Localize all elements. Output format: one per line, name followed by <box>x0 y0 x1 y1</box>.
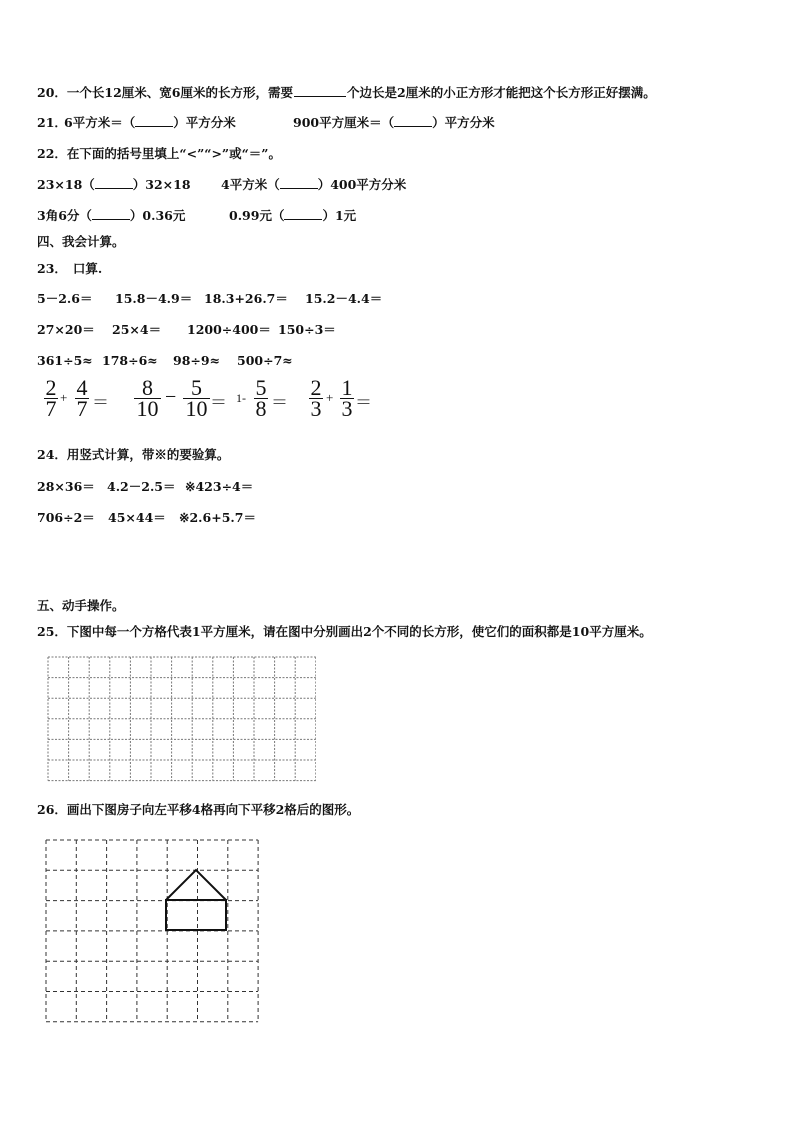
denominator: 7 <box>45 396 57 421</box>
calc-item: ※423÷4＝ <box>185 479 254 494</box>
answer-blank[interactable] <box>135 115 173 127</box>
grid-figure-26[interactable] <box>44 838 262 1024</box>
equals-sign: ＝ <box>271 393 288 412</box>
question-number: 23． <box>37 261 67 276</box>
question-22-row-2 <box>37 208 737 226</box>
calc-item: 15.8－4.9＝ <box>115 291 193 306</box>
calc-item: ※2.6+5.7＝ <box>179 510 256 525</box>
calc-item: 18.3+26.7＝ <box>204 291 288 306</box>
calc-item: 15.2－4.4＝ <box>305 291 383 306</box>
equals-sign: ＝ <box>210 393 227 412</box>
calc-item: 150÷3＝ <box>278 322 336 337</box>
question-22 <box>37 146 281 162</box>
equals-sign: ＝ <box>92 393 109 412</box>
question-text: ）平方分米 <box>432 115 495 130</box>
answer-blank[interactable] <box>294 84 346 97</box>
answer-blank[interactable] <box>394 115 432 127</box>
question-text: 一个长12厘米、宽6厘米的长方形，需要 <box>66 85 293 100</box>
calc-item: 706÷2＝ <box>37 510 95 525</box>
compare-expr: ）0.36元 <box>129 208 186 223</box>
question-text: 6平方米＝（ <box>64 115 136 130</box>
question-number: 25． <box>37 624 67 639</box>
question-text: 画出下图房子向左平移4格再向下平移2格后的图形。 <box>66 802 360 817</box>
fraction <box>134 375 161 422</box>
oral-calc-row-3 <box>37 353 737 371</box>
denominator: 3 <box>310 396 322 421</box>
section-heading-4: 四、我会计算。 <box>37 234 125 249</box>
denominator: 8 <box>255 396 267 421</box>
calc-item: 45×44＝ <box>108 510 166 525</box>
compare-expr: ）400平方分米 <box>317 177 407 192</box>
equals-sign: ＝ <box>355 393 372 412</box>
calc-item: 4.2－2.5＝ <box>107 479 176 494</box>
answer-blank[interactable] <box>284 208 322 220</box>
denominator: 3 <box>341 396 353 421</box>
question-text: 900平方厘米＝（ <box>293 115 395 130</box>
calc-item: 28×36＝ <box>37 479 95 494</box>
answer-blank[interactable] <box>280 177 318 189</box>
question-text: 下图中每一个方格代表1平方厘米，请在图中分别画出2个不同的长方形，使它们的面积都是10平方厘米。 <box>66 624 652 639</box>
calc-item: 361÷5≈ <box>37 353 93 368</box>
question-number: 26． <box>37 802 67 817</box>
question-number: 22． <box>37 146 67 161</box>
numerator: 1 <box>341 375 353 400</box>
grid-figure-25[interactable] <box>44 655 316 783</box>
question-26 <box>37 802 359 818</box>
compare-expr: ）32×18 <box>132 177 191 192</box>
question-title: 用竖式计算，带※的要验算。 <box>66 447 230 462</box>
answer-blank[interactable] <box>95 177 133 189</box>
question-23 <box>37 261 102 277</box>
question-number: 24． <box>37 447 67 462</box>
question-21 <box>37 115 737 133</box>
fraction <box>183 375 210 422</box>
house-roof <box>166 870 226 900</box>
calc-item: 178÷6≈ <box>102 353 158 368</box>
calc-item: 98÷9≈ <box>173 353 221 368</box>
question-text: 在下面的括号里填上“<”“>”或“＝”。 <box>66 146 281 161</box>
calc-item: 25×4＝ <box>112 322 162 337</box>
compare-expr: 4平方米（ <box>221 177 280 192</box>
numerator: 5 <box>191 375 202 400</box>
question-20 <box>37 84 656 101</box>
oral-calc-row-1 <box>37 291 737 309</box>
calc-item: 1200÷400＝ <box>187 322 271 337</box>
fraction <box>75 375 89 422</box>
oral-calc-row-2 <box>37 322 737 340</box>
compare-expr: ）1元 <box>322 208 357 223</box>
whole-number: 1- <box>236 391 246 405</box>
question-22-row-1 <box>37 177 737 195</box>
denominator: 10 <box>185 396 208 421</box>
question-text: 个边长是2厘米的小正方形才能把这个长方形正好摆满。 <box>347 85 656 100</box>
compare-expr: 0.99元（ <box>229 208 285 223</box>
question-number: 21． <box>37 115 67 130</box>
question-25 <box>37 624 652 640</box>
fraction <box>309 375 323 422</box>
question-text: ）平方分米 <box>173 115 236 130</box>
fraction-row <box>0 375 794 426</box>
house-body <box>166 900 226 930</box>
fraction <box>254 375 268 422</box>
operator: + <box>60 390 68 405</box>
denominator: 7 <box>76 396 88 421</box>
compare-expr: 23×18（ <box>37 177 95 192</box>
section-heading-5: 五、动手操作。 <box>37 598 125 613</box>
operator: + <box>326 390 334 405</box>
vertical-calc-row-2 <box>37 510 737 528</box>
compare-expr: 3角6分（ <box>37 208 92 223</box>
vertical-calc-row-1 <box>37 479 737 497</box>
fraction <box>44 375 58 422</box>
operator: − <box>165 386 177 408</box>
calc-item: 500÷7≈ <box>237 353 293 368</box>
numerator: 8 <box>142 375 153 400</box>
numerator: 4 <box>76 375 88 400</box>
denominator: 10 <box>136 396 159 421</box>
numerator: 5 <box>255 375 267 400</box>
calc-item: 27×20＝ <box>37 322 95 337</box>
answer-blank[interactable] <box>92 208 130 220</box>
numerator: 2 <box>310 375 322 400</box>
question-title: 口算. <box>72 261 103 276</box>
question-number: 20． <box>37 85 67 100</box>
numerator: 2 <box>45 375 57 400</box>
house-shape <box>166 870 226 930</box>
calc-item: 5－2.6＝ <box>37 291 93 306</box>
question-24 <box>37 447 229 463</box>
fraction <box>340 375 354 422</box>
